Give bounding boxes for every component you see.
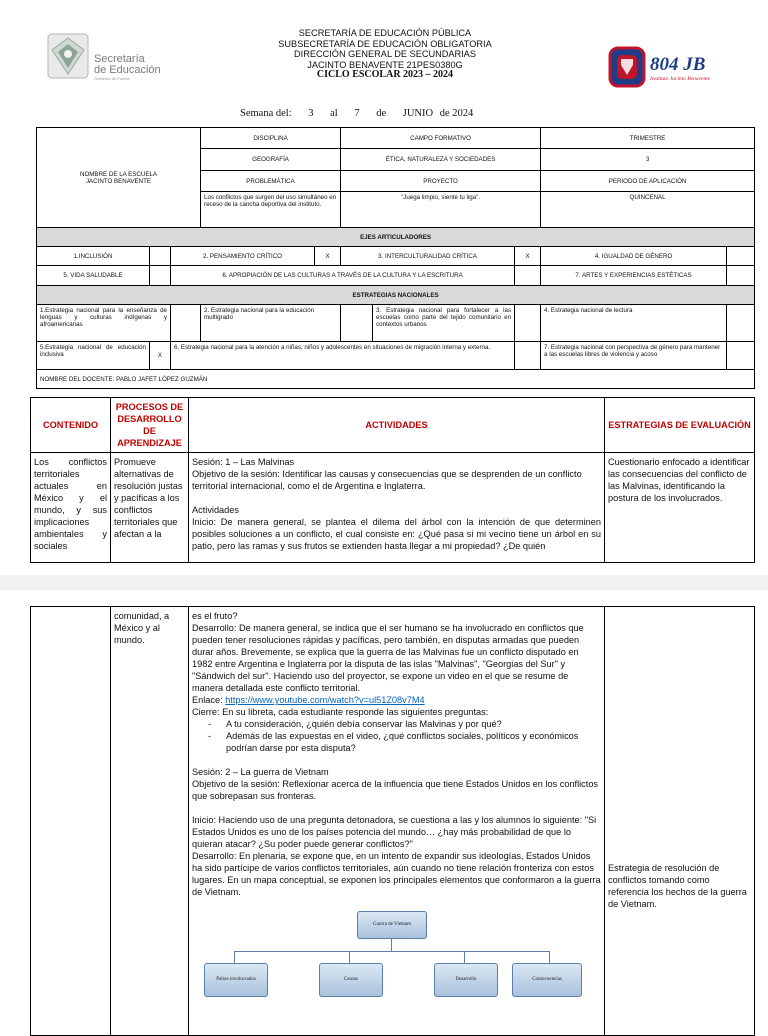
estrategia-mark-7 (727, 342, 755, 370)
session-1-cierre: Cierre: En su libreta, cada estudiante responde las siguientes preguntas: (192, 707, 489, 717)
evaluacion-text-2: Estrategia de resolución de conflictos tomando como referencia los hechos de la guerra de Vietnam. (608, 863, 747, 909)
estrategia-mark-3 (515, 305, 541, 342)
estrategia-1: 1.Estrategia nacional para la enseñanza de lenguas y culturas indígenas y afroamericanas (37, 305, 171, 342)
problematica-label: PROBLEMÁTICA (201, 171, 341, 192)
session-2-desarrollo: Desarrollo: En plenaria, se expone que, en un intento de expandir sus ideologías, Estados Unidos ha sido partícipe de varios conflictos territoriales, aún cuando no tiene relación fronteriza con estos lugares. En un mapa conceptual, se exponen los principales elementos que conformaron a la guerra de Vietnam. (192, 851, 601, 897)
school-name: JACINTO BENAVENTE (85, 177, 152, 185)
procesos-text: Promueve alternativas de resolución justas y pacíficas a los conflictos territoriales que afectan a la (111, 453, 189, 563)
estrategia-6: 6. Estrategia nacional para la atención a niñas, niños y adolescentes en situaciones de migración interna y externa. (171, 342, 515, 370)
proyecto-label: PROYECTO (341, 171, 541, 192)
session-2-inicio: Inicio: Haciendo uso de una pregunta detonadora, se cuestiona a las y los alumnos lo siguiente: "Si Estados Unidos es uno de los países potencia del mundo… ¿hay más probabilidad de que lo quieran atacar? ¿Su poder puede generar conflictos?" (192, 815, 597, 849)
school-logo (608, 45, 736, 90)
eje-mark-3: X (515, 247, 541, 266)
header-line: JACINTO BENAVENTE 21PES0380G (307, 59, 463, 70)
disciplina-label: DISCIPLINA (201, 128, 341, 149)
estrategia-2: 2. Estrategia nacional para la educación multigrado (201, 305, 341, 342)
school-logo-text: 804 JB (650, 54, 706, 75)
week-line (240, 108, 540, 119)
header-evaluacion: ESTRATEGIAS DE EVALUACIÓN (605, 398, 755, 453)
content-table-p2 (30, 606, 755, 1036)
eje-mark-6 (515, 266, 541, 286)
eje-pensamiento-critico: 2. PENSAMIENTO CRÍTICO (171, 247, 315, 266)
question-end: es el fruto? (192, 611, 238, 621)
question-item: - Además de las expuestas en el video, ¿qué conflictos sociales, políticos y económicos podrían darse por esta disputa? (226, 730, 601, 754)
week-month: JUNIO (402, 108, 434, 119)
trimestre-label: TRIMESTRE (541, 128, 755, 149)
estrategia-5: 5.Estrategia nacional de educación inclusiva (37, 342, 150, 370)
school-logo-sub: Instituto Jacinto Benavente (650, 76, 711, 82)
question-list (192, 718, 601, 754)
estrategia-mark-1 (171, 305, 201, 342)
eje-interculturalidad: 3. INTERCULTURALIDAD CRÍTICA (341, 247, 515, 266)
concept-child: Países involucrados (204, 963, 268, 997)
estrategia-mark-4 (727, 305, 755, 342)
disciplina-value: GEOGRAFÍA (201, 149, 341, 171)
proyecto-value: "Juega limpio, siente tu liga". (341, 192, 541, 228)
brand-line-2: de Educación (94, 64, 161, 76)
eje-artes: 7. ARTES Y EXPERIENCIAS ESTÉTICAS (541, 266, 727, 286)
cycle-line: CICLO ESCOLAR 2023 – 2024 (316, 69, 454, 80)
sep-logo (46, 28, 166, 88)
trimestre-value: 3 (541, 149, 755, 171)
video-link-line (192, 694, 601, 706)
week-label: Semana del: (240, 108, 292, 119)
evaluacion-text-1: Cuestionario enfocado a identificar las consecuencias del conflicto de las Malvinas, identificando la postura de los involucrados. (605, 453, 755, 563)
brand-sub: Gobierno de Puebla (94, 76, 130, 81)
week-de: de (376, 108, 387, 119)
estrategias-title: ESTRATEGIAS NACIONALES (37, 286, 755, 305)
activities-label: Actividades (192, 505, 239, 515)
eje-igualdad: 4. IGUALDAD DE GÉNERO (541, 247, 727, 266)
session-1-title: Sesión: 1 – Las Malvinas (192, 457, 295, 467)
contenido-cont (31, 607, 111, 1036)
question-item: - A tu consideración, ¿quién debía conservar las Malvinas y por qué? (226, 718, 601, 730)
page-gap (0, 575, 768, 590)
session-1-objective: Objetivo de la sesión: Identificar las causas y consecuencias que se desprenden de un conflicto territorial internacional, como el de Argentina e Inglaterra. (192, 469, 582, 491)
session-1-inicio: Inicio: De manera general, se plantea el dilema del árbol con la intención de que determinen posibles soluciones a un conflicto, el cual consiste en: ¿Qué pasa si mi vecino tiene un árbol en su patio, pero las ramas y sus frutos se extienden hasta llegar a mi propiedad? ¿De quién (192, 517, 601, 551)
actividades-cell-cont (189, 607, 605, 1036)
estrategia-4: 4. Estrategia nacional de lectura (541, 305, 727, 342)
estrategia-3: 3. Estrategia nacional para fortalecer a las escuelas como parte del tejido comunitario en contextos urbanos (373, 305, 515, 342)
header-lines (230, 28, 540, 81)
school-label: NOMBRE DE LA ESCUELA (80, 170, 158, 178)
header-contenido: CONTENIDO (31, 398, 111, 453)
problematica-value: Los conflictos que surgen del uso simultáneo en receso de la cancha deportiva del instituto. (201, 192, 341, 228)
contenido-text: Los conflictos territoriales actuales en México y el mundo, y sus implicaciones ambientales y sociales (31, 453, 111, 563)
campo-label: CAMPO FORMATIVO (341, 128, 541, 149)
eje-mark-2: X (315, 247, 341, 266)
ejes-title: EJES ARTICULADORES (37, 228, 755, 247)
session-2-title: Sesión: 2 – La guerra de Vietnam (192, 767, 329, 777)
brand-text (94, 54, 161, 82)
header-line: SUBSECRETARÍA DE EDUCACIÓN OBLIGATORIA (278, 38, 492, 49)
seal-icon (46, 32, 90, 80)
info-table (36, 127, 755, 389)
estrategia-7: 7. Estrategia nacional con perspectiva de género para mantener a las escuelas libres de violencia y acoso (541, 342, 727, 370)
eje-mark-5 (150, 266, 171, 286)
eje-mark-7 (727, 266, 755, 286)
concept-root: Guerra de Vietnam (357, 911, 427, 939)
school-name-cell (37, 128, 201, 228)
brand-line-1: Secretaría (94, 53, 145, 65)
concept-child: Desarrollo (434, 963, 498, 997)
video-link[interactable]: https://www.youtube.com/watch?v=ul51Z08v7M4 (225, 695, 425, 705)
header-procesos: PROCESOS DE DESARROLLO DE APRENDIZAJE (111, 398, 189, 453)
eje-mark-1 (150, 247, 171, 266)
concept-child: Consecuencias (512, 963, 582, 997)
concept-child: Causas (319, 963, 383, 997)
estrategia-mark-6 (515, 342, 541, 370)
header-actividades: ACTIVIDADES (189, 398, 605, 453)
actividades-cell (189, 453, 605, 563)
week-to: 7 (354, 108, 360, 119)
evaluacion-cell-cont (605, 607, 755, 1036)
periodo-label: PERIODO DE APLICACIÓN (541, 171, 755, 192)
eje-mark-4 (727, 247, 755, 266)
eje-inclusion: 1.INCLUSIÓN (37, 247, 150, 266)
page-2 (0, 590, 768, 1024)
content-table-p1 (30, 397, 755, 563)
week-al: al (330, 108, 338, 119)
campo-value: ÉTICA, NATURALEZA Y SOCIEDADES (341, 149, 541, 171)
procesos-text-cont: comunidad, a México y al mundo. (111, 607, 189, 1036)
estrategia-mark-5: X (150, 342, 171, 370)
link-label: Enlace: (192, 695, 226, 705)
week-from: 3 (308, 108, 314, 119)
header-line: SECRETARÍA DE EDUCACIÓN PÚBLICA (298, 28, 472, 38)
docente-name: NOMBRE DEL DOCENTE: PABLO JAFET LÓPEZ GUZMÁN (37, 370, 755, 389)
header-line: DIRECCIÓN GENERAL DE SECUNDARIAS (294, 49, 476, 59)
estrategia-mark-2 (341, 305, 373, 342)
session-1-desarrollo: Desarrollo: De manera general, se indica que el ser humano se ha involucrado en conflictos que pueden tener resoluciones rápidas y pacíficas, pero también, en disputas armadas que pueden durar años. Brevemente, se explica que la guerra de las Malvinas fue un conflicto disputado en 1982 entre Argentina e Inglaterra por la disputa de las islas "Malvinas", "Georgias del Sur" y "Sándwich del sur". Haciendo uso del proyector, se expone un video en el que se resume de manera detallada este conflicto territorial. (192, 623, 584, 693)
concept-map (192, 906, 602, 1026)
week-year: de 2024 (439, 108, 474, 119)
periodo-value: QUINCENAL (541, 192, 755, 228)
eje-vida-saludable: 5. VIDA SALUDABLE (37, 266, 150, 286)
eje-apropiacion: 6. APROPIACIÓN DE LAS CULTURAS A TRAVÉS DE LA CULTURA Y LA ESCRITURA (171, 266, 515, 286)
session-2-objective: Objetivo de la sesión: Reflexionar acerca de la influencia que tiene Estados Unidos en los conflictos que sobrepasan sus fronteras. (192, 779, 599, 801)
